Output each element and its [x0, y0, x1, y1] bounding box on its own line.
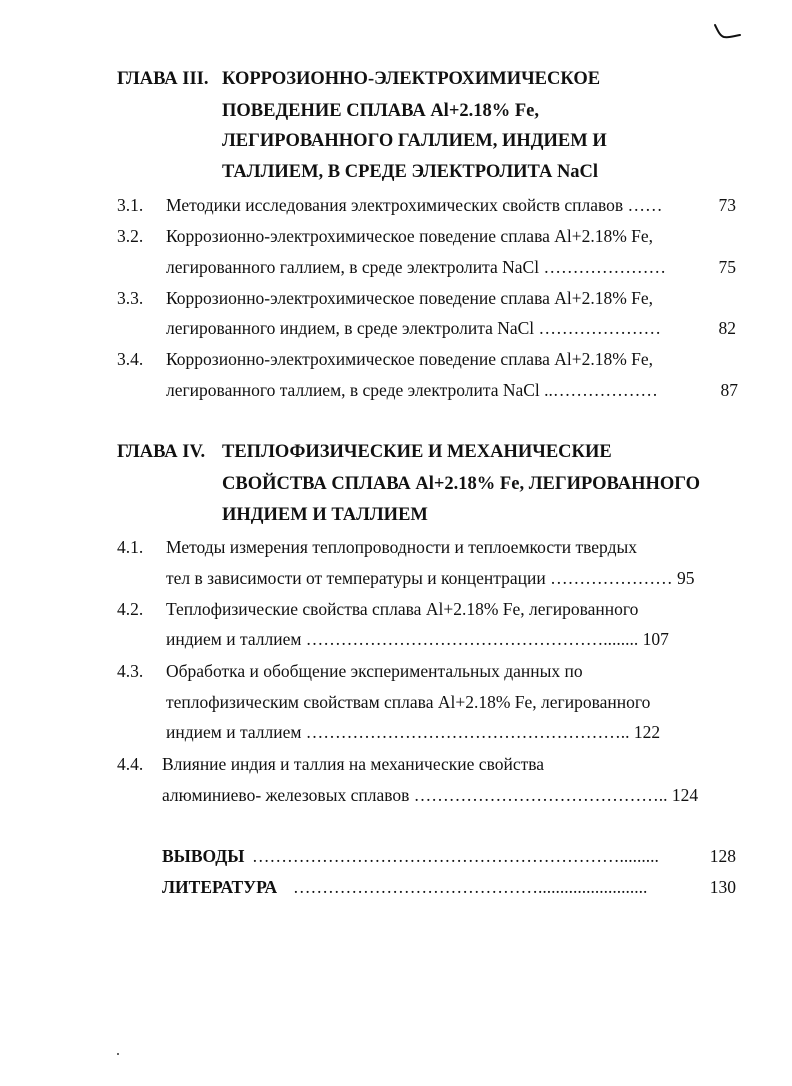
- section-title: Влияние индия и таллия на механические свойства: [162, 754, 545, 774]
- section-number: 4.2.: [117, 599, 144, 619]
- section-number: 3.2.: [117, 226, 144, 246]
- section-number: 3.1.: [117, 195, 144, 215]
- chapter3-title-line: ТАЛЛИЕМ, В СРЕДЕ ЭЛЕКТРОЛИТА NaCl: [222, 162, 599, 182]
- chapter3-title-line: КОРРОЗИОННО-ЭЛЕКТРОХИМИЧЕСКОЕ: [222, 69, 601, 89]
- chapter3-title-line: ЛЕГИРОВАННОГО ГАЛЛИЕМ, ИНДИЕМ И: [222, 131, 607, 151]
- chapter4-title-line: СВОЙСТВА СПЛАВА Al+2.18% Fe, ЛЕГИРОВАННОГО: [222, 474, 700, 494]
- section-number: 3.3.: [117, 288, 144, 308]
- section-title: тел в зависимости от температуры и концентрации ………………… 95: [166, 568, 695, 588]
- section-number: 4.3.: [117, 661, 144, 681]
- section-number: 4.1.: [117, 537, 144, 557]
- chapter3-prefix: ГЛАВА III.: [117, 69, 209, 89]
- page-number: 75: [718, 257, 736, 277]
- section-title: Коррозионно-электрохимическое поведение сплава Al+2.18% Fe,: [166, 288, 654, 308]
- conclusions-label: ВЫВОДЫ: [162, 846, 245, 866]
- section-title: Обработка и обобщение экспериментальных данных по: [166, 661, 583, 681]
- section-title: легированного индием, в среде электролита NaCl …………………: [166, 318, 662, 338]
- section-title: Методы измерения теплопроводности и теплоемкости твердых: [166, 537, 637, 557]
- section-title: Теплофизические свойства сплава Al+2.18% Fe, легированного: [166, 599, 639, 619]
- scan-speck: [117, 1053, 119, 1055]
- chapter4-title-line: ИНДИЕМ И ТАЛЛИЕМ: [222, 505, 428, 525]
- conclusions-page: 128: [709, 846, 736, 866]
- chapter4-title-line: ТЕПЛОФИЗИЧЕСКИЕ И МЕХАНИЧЕСКИЕ: [222, 442, 612, 462]
- conclusions-dots: ……………………………………………………….........: [252, 846, 659, 866]
- section-title: алюминиево- железовых сплавов …………………………………….. 124: [162, 785, 699, 805]
- section-number: 3.4.: [117, 349, 144, 369]
- section-title: легированного таллием, в среде электролита NaCl ..………………: [166, 380, 658, 400]
- chapter4-prefix: ГЛАВА IV.: [117, 442, 206, 462]
- section-title: легированного галлием, в среде электролита NaCl …………………: [166, 257, 666, 277]
- handwritten-mark-icon: [712, 22, 742, 42]
- section-title: Коррозионно-электрохимическое поведение сплава Al+2.18% Fe,: [166, 226, 654, 246]
- literature-label: ЛИТЕРАТУРА: [162, 877, 278, 897]
- section-title: индием и таллием ……………………………………………........ 107: [166, 629, 669, 649]
- page-number: 73: [718, 195, 736, 215]
- section-title: индием и таллием ……………………………………………….. 122: [166, 722, 661, 742]
- section-number: 4.4.: [117, 754, 144, 774]
- page-number: 87: [720, 380, 738, 400]
- section-title: теплофизическим свойствам сплава Al+2.18% Fe, легированного: [166, 692, 651, 712]
- page-number: 82: [718, 318, 736, 338]
- section-title: Методики исследования электрохимических свойств сплавов ……: [166, 195, 663, 215]
- chapter3-title-line: ПОВЕДЕНИЕ СПЛАВА Al+2.18% Fe,: [222, 101, 540, 121]
- section-title: Коррозионно-электрохимическое поведение сплава Al+2.18% Fe,: [166, 349, 654, 369]
- literature-dots: …………………………………….........................: [293, 877, 648, 897]
- literature-page: 130: [709, 877, 736, 897]
